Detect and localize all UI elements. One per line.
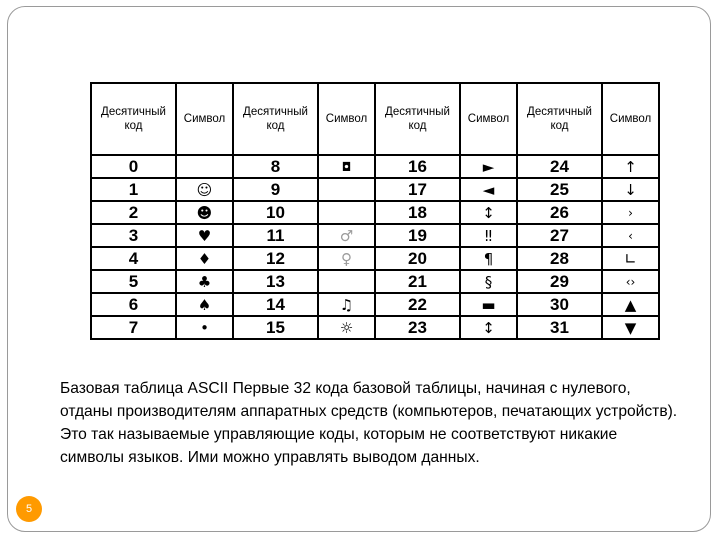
- symbol-cell: [318, 270, 375, 293]
- code-cell: 1: [91, 178, 176, 201]
- page-number-badge: 5: [16, 496, 42, 522]
- table-row: [91, 316, 659, 339]
- code-cell: 7: [91, 316, 176, 339]
- code-cell: 6: [91, 293, 176, 316]
- code-cell: 4: [91, 247, 176, 270]
- symbol-cell: [176, 155, 233, 178]
- symbol-cell: ↕: [460, 316, 517, 339]
- code-cell: 10: [233, 201, 318, 224]
- code-cell: 8: [233, 155, 318, 178]
- code-cell: 27: [517, 224, 602, 247]
- symbol-cell: ♠: [176, 293, 233, 316]
- code-cell: 20: [375, 247, 460, 270]
- code-cell: 21: [375, 270, 460, 293]
- code-cell: 16: [375, 155, 460, 178]
- table-row: [91, 270, 659, 293]
- table-row: [91, 155, 659, 178]
- symbol-cell: ♂: [318, 224, 375, 247]
- symbol-cell: ‼: [460, 224, 517, 247]
- table-row: [91, 247, 659, 270]
- symbol-cell: ↕: [460, 201, 517, 224]
- symbol-cell: ◘: [318, 155, 375, 178]
- code-cell: 12: [233, 247, 318, 270]
- symbol-cell: ♫: [318, 293, 375, 316]
- symbol-cell: ▲: [602, 293, 659, 316]
- code-cell: 15: [233, 316, 318, 339]
- code-cell: 2: [91, 201, 176, 224]
- header-decimal-code: Десятичный код: [375, 83, 460, 155]
- header-symbol: Символ: [602, 83, 659, 155]
- code-cell: 19: [375, 224, 460, 247]
- symbol-cell: ‹: [602, 224, 659, 247]
- code-cell: 22: [375, 293, 460, 316]
- symbol-cell: ¶: [460, 247, 517, 270]
- code-cell: 23: [375, 316, 460, 339]
- symbol-cell: ◄: [460, 178, 517, 201]
- symbol-cell: ♀: [318, 247, 375, 270]
- symbol-cell: ☺: [176, 178, 233, 201]
- code-cell: 5: [91, 270, 176, 293]
- code-cell: 13: [233, 270, 318, 293]
- header-symbol: Символ: [318, 83, 375, 155]
- table-row: [91, 293, 659, 316]
- table-header-row: [91, 83, 659, 155]
- symbol-cell: ›: [602, 201, 659, 224]
- code-cell: 26: [517, 201, 602, 224]
- symbol-cell: ♦: [176, 247, 233, 270]
- table-row: [91, 224, 659, 247]
- symbol-cell: ▬: [460, 293, 517, 316]
- code-cell: 18: [375, 201, 460, 224]
- symbol-cell: ∟: [602, 247, 659, 270]
- code-cell: 31: [517, 316, 602, 339]
- header-symbol: Символ: [176, 83, 233, 155]
- code-cell: 25: [517, 178, 602, 201]
- symbol-cell: ↓: [602, 178, 659, 201]
- table-row: [91, 178, 659, 201]
- symbol-cell: ♣: [176, 270, 233, 293]
- code-cell: 30: [517, 293, 602, 316]
- symbol-cell: ♥: [176, 224, 233, 247]
- code-cell: 3: [91, 224, 176, 247]
- symbol-cell: ▼: [602, 316, 659, 339]
- symbol-cell: ‹›: [602, 270, 659, 293]
- slide-caption: Базовая таблица ASCII Первые 32 кода базовой таблицы, начиная с нулевого, отданы производителям аппаратных средств (компьютеров, печатающих устройств). Это так называемые управляющие коды, которым не соответствуют никакие символы языков. Ими можно управлять выводом данных.: [60, 380, 678, 466]
- code-cell: 17: [375, 178, 460, 201]
- header-decimal-code: Десятичный код: [517, 83, 602, 155]
- symbol-cell: [318, 178, 375, 201]
- header-decimal-code: Десятичный код: [233, 83, 318, 155]
- symbol-cell: [318, 201, 375, 224]
- code-cell: 24: [517, 155, 602, 178]
- code-cell: 14: [233, 293, 318, 316]
- code-cell: 28: [517, 247, 602, 270]
- symbol-cell: ↑: [602, 155, 659, 178]
- symbol-cell: •: [176, 316, 233, 339]
- code-cell: 9: [233, 178, 318, 201]
- header-decimal-code: Десятичный код: [91, 83, 176, 155]
- ascii-table: [90, 82, 660, 340]
- code-cell: 0: [91, 155, 176, 178]
- symbol-cell: ☼: [318, 316, 375, 339]
- symbol-cell: §: [460, 270, 517, 293]
- code-cell: 11: [233, 224, 318, 247]
- table-row: [91, 201, 659, 224]
- symbol-cell: ☻: [176, 201, 233, 224]
- symbol-cell: ►: [460, 155, 517, 178]
- header-symbol: Символ: [460, 83, 517, 155]
- code-cell: 29: [517, 270, 602, 293]
